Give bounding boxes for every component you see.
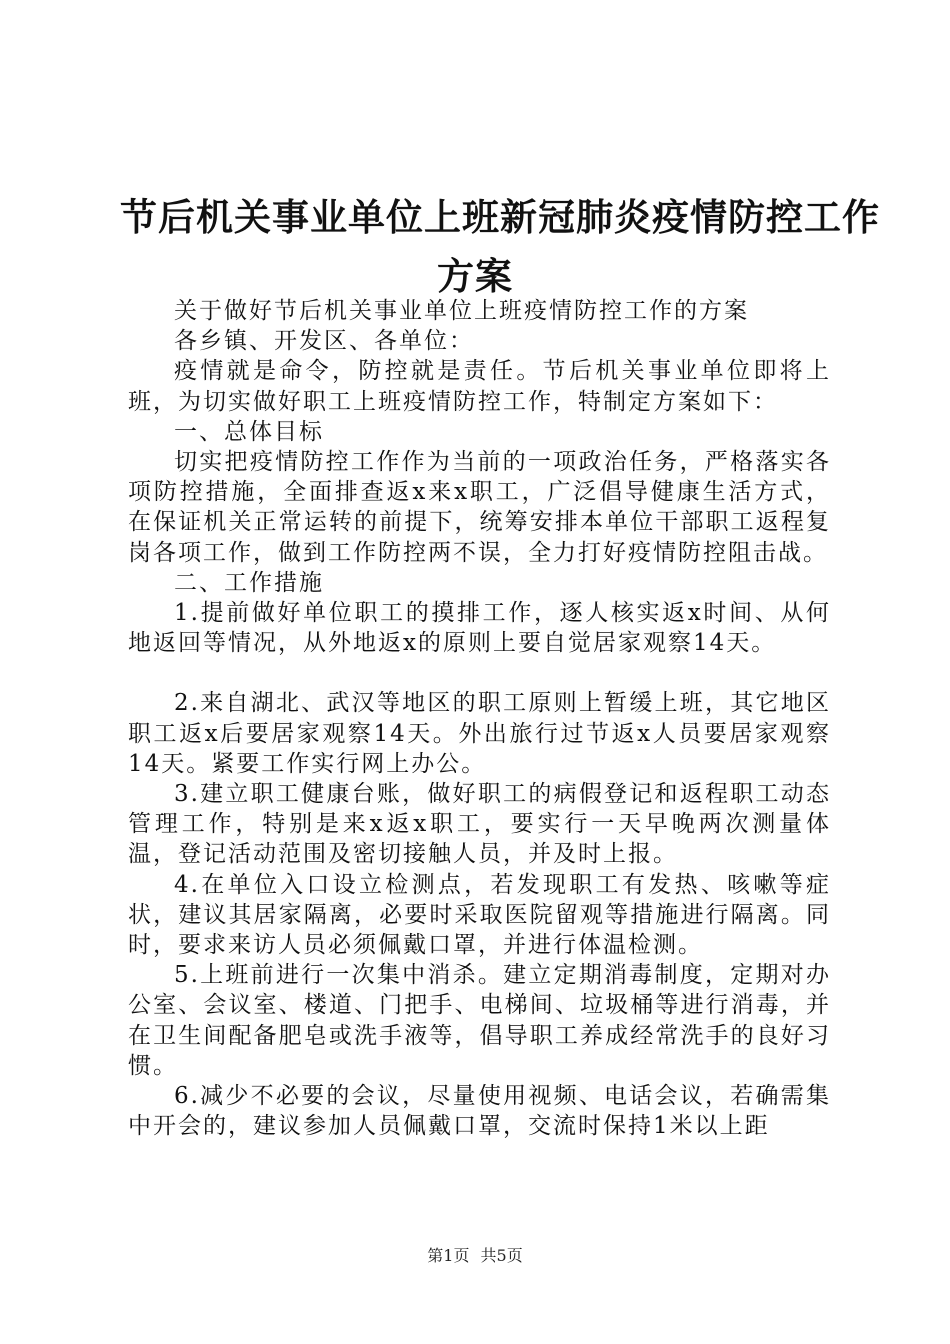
document-title-line1: 节后机关事业单位上班新冠肺炎疫情防控工作 (120, 196, 880, 239)
document-body (128, 296, 831, 1141)
section-heading-goals: 一、总体目标 (174, 418, 324, 445)
paragraph-addressee: 各乡镇、开发区、各单位： (174, 328, 474, 355)
paragraph-subject: 关于做好节后机关事业单位上班疫情防控工作的方案 (174, 298, 749, 324)
paragraph-goals: 切实把疫情防控工作作为当前的一项政治任务，严格落实各项防控措施，全面排查返x来x职工，广泛倡导健康生活方式，在保证机关正常运转的前提下，统筹安排本单位干部职工返程复岗各项工作，做到工作防控两不误，全力打好疫情防控阻击战。 (128, 449, 831, 566)
paragraph-intro: 疫情就是命令，防控就是责任。节后机关事业单位即将上班，为切实做好职工上班疫情防控工作，特制定方案如下： (128, 358, 831, 415)
measure-item-4: 4.在单位入口设立检测点，若发现职工有发热、咳嗽等症状，建议其居家隔离，必要时采取医院留观等措施进行隔离。同时，要求来访人员必须佩戴口罩，并进行体温检测。 (128, 871, 831, 959)
document-title-line2: 方案 (437, 255, 513, 298)
measure-item-6: 6.减少不必要的会议，尽量使用视频、电话会议，若确需集中开会的，建议参加人员佩戴口罩，交流时保持1米以上距 (128, 1083, 831, 1140)
measure-item-3: 3.建立职工健康台账，做好职工的病假登记和返程职工动态管理工作，特别是来x返x职工，要实行一天早晚两次测量体温，登记活动范围及密切接触人员，并及时上报。 (128, 781, 831, 868)
page-number: 第1页 (427, 1246, 470, 1265)
measure-item-5: 5.上班前进行一次集中消杀。建立定期消毒制度，定期对办公室、会议室、楼道、门把手、电梯间、垃圾桶等进行消毒，并在卫生间配备肥皂或洗手液等，倡导职工养成经常洗手的良好习惯。 (128, 962, 831, 1079)
measure-item-2: 2.来自湖北、武汉等地区的职工原则上暂缓上班，其它地区职工返x后要居家观察14天。外出旅行过节返x人员要居家观察14天。紧要工作实行网上办公。 (128, 690, 831, 777)
section-heading-measures: 二、工作措施 (174, 569, 324, 596)
measure-item-1: 1.提前做好单位职工的摸排工作，逐人核实返x时间、从何地返回等情况，从外地返x的原则上要自觉居家观察14天。 (128, 600, 831, 657)
page-total: 共5页 (480, 1246, 523, 1265)
page-footer (0, 1243, 950, 1266)
